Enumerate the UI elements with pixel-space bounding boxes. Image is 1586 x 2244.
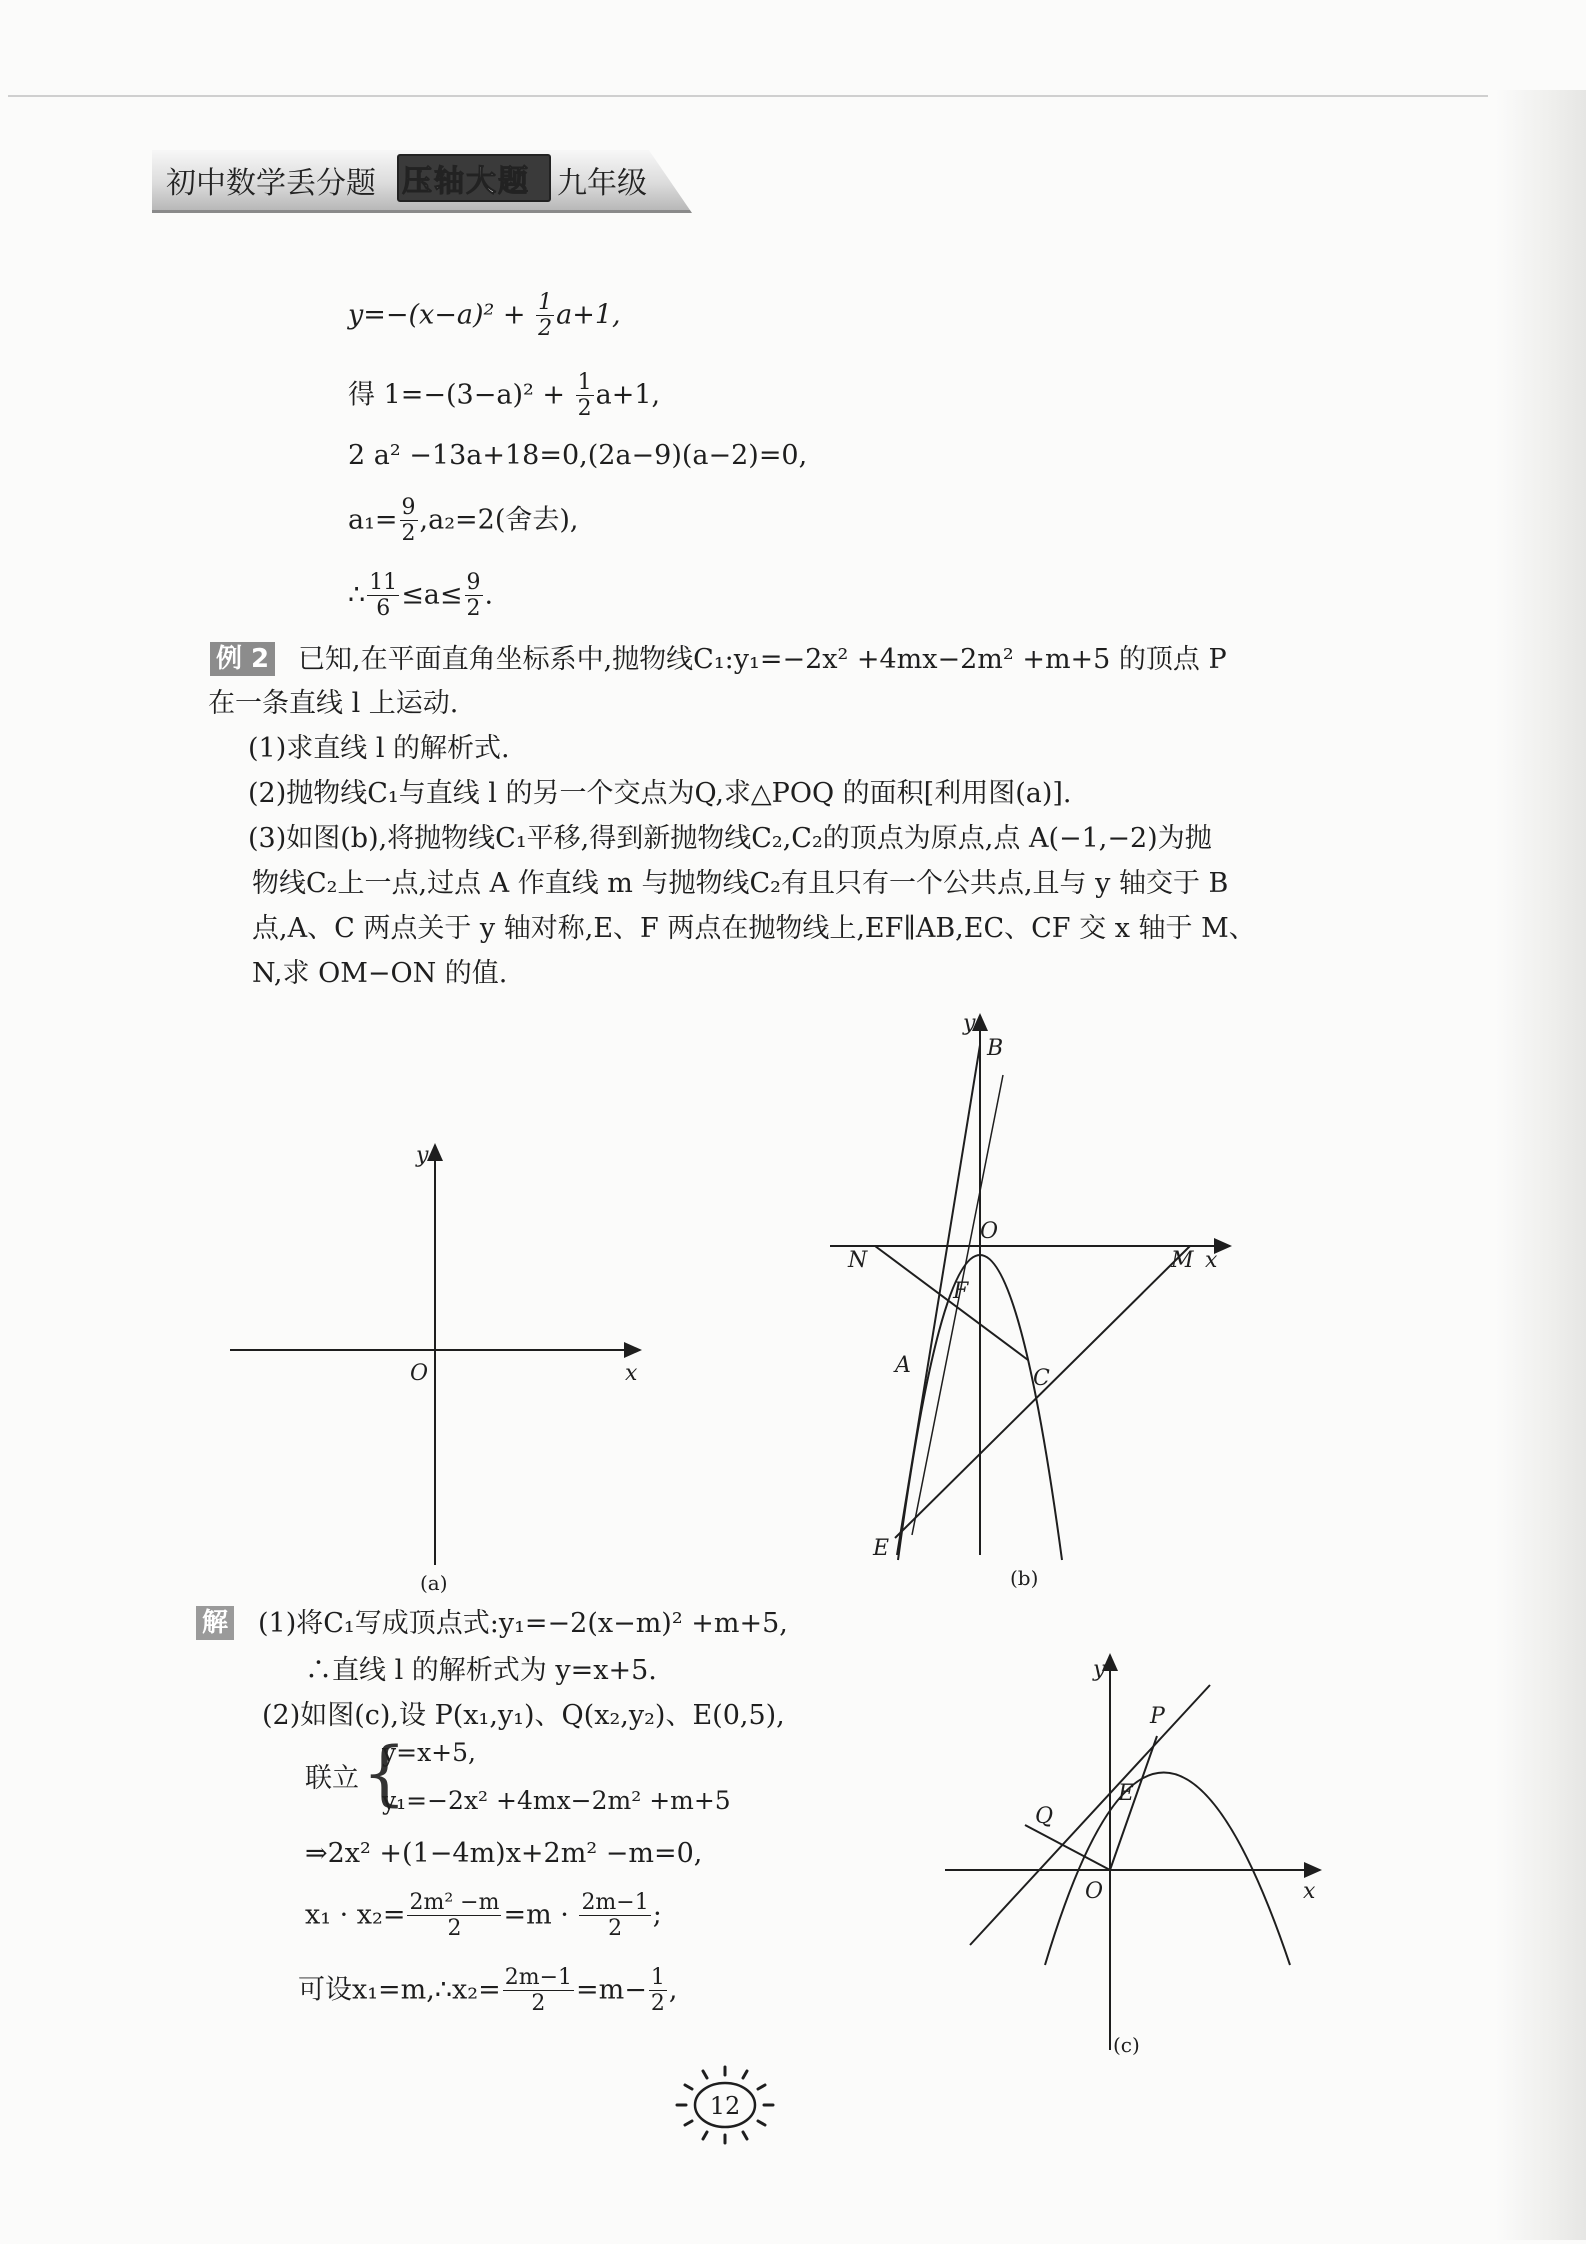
fig-b-origin: O bbox=[980, 1219, 999, 1244]
answer-line-7: 可设x₁=m,∴x₂= $\frac{2m-1}{2}$ =m− $\frac{1}{2}$ , bbox=[298, 1965, 678, 2017]
fig-b-y-label: y bbox=[963, 1011, 976, 1036]
fig-b-label-e: E bbox=[873, 1536, 890, 1561]
example-tag: 例 2 bbox=[210, 642, 275, 676]
fig-c-label-q: Q bbox=[1035, 1804, 1054, 1829]
question-2: (2)抛物线C₁与直线 l 的另一个交点为Q,求△POQ 的面积[利用图(a)]. bbox=[248, 778, 1072, 809]
question-3-line-1: (3)如图(b),将抛物线C₁平移,得到新抛物线C₂,C₂的顶点为原点,点 A(−1,−2)为抛 bbox=[248, 823, 1212, 854]
solution-line-3: 2 a² −13a+18=0,(2a−9)(a−2)=0, bbox=[348, 440, 808, 471]
fig-b-label-n: N bbox=[848, 1248, 868, 1273]
fig-a-caption: (a) bbox=[420, 1571, 448, 1595]
fig-c-y-label: y bbox=[1093, 1657, 1106, 1682]
question-1: (1)求直线 l 的解析式. bbox=[248, 733, 510, 764]
fig-a-origin: O bbox=[410, 1361, 429, 1386]
fig-b-caption: (b) bbox=[1010, 1566, 1039, 1590]
fig-b-label-m: M bbox=[1171, 1248, 1194, 1273]
header-book-title: 初中数学丢分题 bbox=[166, 166, 376, 201]
fig-b-line-nc bbox=[875, 1246, 1028, 1360]
question-3-line-3: 点,A、C 两点关于 y 轴对称,E、F 两点在抛物线上,EF∥AB,EC、CF 交 x 轴于 M、 bbox=[252, 913, 1256, 944]
fig-c-x-label: x bbox=[1303, 1879, 1316, 1904]
page-number: 12 bbox=[709, 2092, 741, 2120]
solution-line-4: a₁= $\frac{9}{2}$ ,a₂=2(舍去), bbox=[348, 495, 579, 547]
answer-line-6: x₁ · x₂= $\frac{\text{2m² −m}}{2}$ =m · $\frac{2m-1}{2}$ ; bbox=[305, 1890, 662, 1942]
figure-c bbox=[935, 1640, 1335, 2070]
system-brace: { bbox=[362, 1732, 407, 1814]
solution-line-1: y=−(x−a)² + $\frac{1}{2}$ a+1, bbox=[348, 290, 621, 342]
fig-c-line-l bbox=[970, 1685, 1210, 1945]
fig-c-label-e: E bbox=[1118, 1781, 1135, 1806]
fig-a-y-label: y bbox=[416, 1143, 429, 1168]
top-rule bbox=[8, 95, 1488, 97]
question-3-line-4: N,求 OM−ON 的值. bbox=[252, 958, 508, 989]
fig-c-caption: (c) bbox=[1113, 2033, 1140, 2057]
system-eq-1: y=x+5, bbox=[382, 1738, 476, 1767]
fig-c-parabola bbox=[1045, 1773, 1290, 1966]
fig-b-label-c: C bbox=[1033, 1366, 1050, 1391]
fig-b-label-b: B bbox=[987, 1036, 1004, 1061]
solution-line-2: 得 1=−(3−a)² + $\frac{1}{2}$ a+1, bbox=[348, 370, 661, 422]
fig-b-label-f: F bbox=[953, 1279, 969, 1304]
fig-a-x-label: x bbox=[625, 1361, 638, 1386]
answer-line-1: (1)将C₁写成顶点式:y₁=−2(x−m)² +m+5, bbox=[258, 1608, 788, 1639]
fig-b-line-ef bbox=[912, 1075, 1003, 1535]
answer-line-3: (2)如图(c),设 P(x₁,y₁)、Q(x₂,y₂)、E(0,5), bbox=[262, 1700, 785, 1731]
answer-tag: 解 bbox=[196, 1606, 234, 1640]
page-edge-shadow bbox=[1496, 90, 1586, 2240]
fig-b-x-label: x bbox=[1205, 1248, 1218, 1273]
example-line-1: 已知,在平面直角坐标系中,抛物线C₁:y₁=−2x² +4mx−2m² +m+5 的顶点 P bbox=[298, 644, 1227, 675]
answer-system-label: 联立 bbox=[305, 1763, 359, 1794]
system-eq-2: y₁=−2x² +4mx−2m² +m+5 bbox=[382, 1786, 731, 1815]
answer-line-2: ∴直线 l 的解析式为 y=x+5. bbox=[305, 1655, 657, 1686]
fig-c-label-p: P bbox=[1150, 1704, 1165, 1729]
fig-c-origin: O bbox=[1085, 1879, 1104, 1904]
figure-b bbox=[815, 1010, 1245, 1610]
page-number-badge bbox=[655, 2055, 795, 2165]
header-highlight-text: 压轴大题 bbox=[402, 164, 530, 199]
header-grade: 九年级 bbox=[557, 166, 647, 201]
example-line-2: 在一条直线 l 上运动. bbox=[208, 688, 459, 719]
solution-line-5: ∴ $\frac{11}{6}$ ≤a≤ $\frac{9}{2}$ . bbox=[348, 570, 494, 622]
figure-a bbox=[220, 1130, 660, 1600]
question-3-line-2: 物线C₂上一点,过点 A 作直线 m 与抛物线C₂有且只有一个公共点,且与 y 轴交于 B bbox=[252, 868, 1229, 899]
answer-line-5: ⇒2x² +(1−4m)x+2m² −m=0, bbox=[305, 1838, 703, 1869]
fig-b-label-a: A bbox=[895, 1353, 911, 1378]
